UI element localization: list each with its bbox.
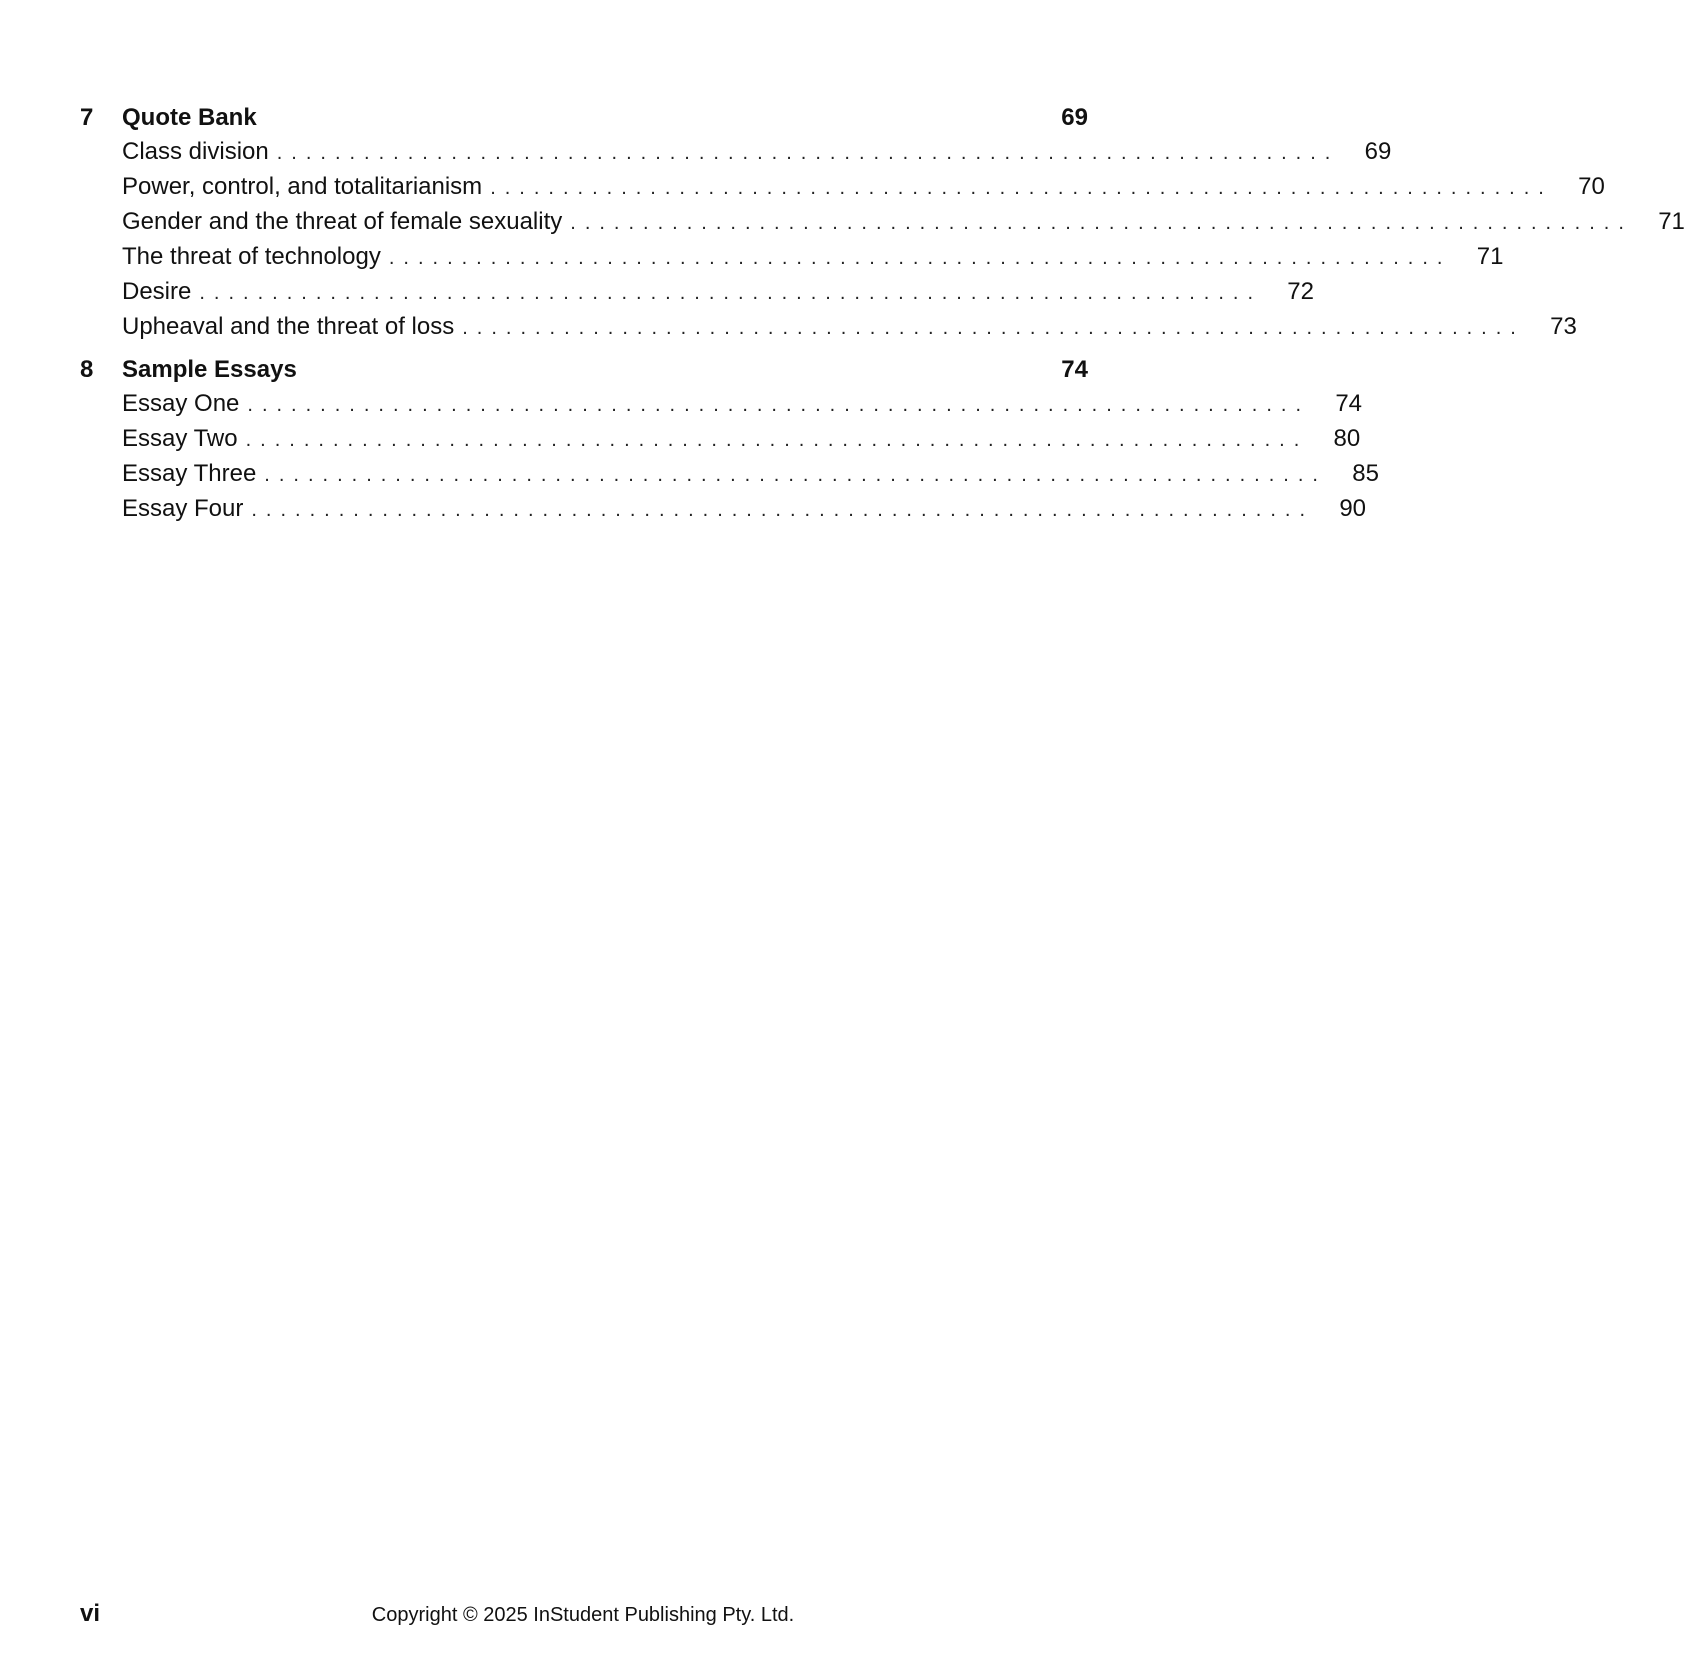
entry-page-number: 72	[1287, 278, 1314, 305]
chapter-title: Sample Essays	[122, 356, 297, 383]
chapter-page-number: 74	[1061, 356, 1088, 383]
entry-page-number: 70	[1578, 173, 1605, 200]
entry-title: Essay Three	[122, 460, 257, 487]
dot-leader: .........................................................................	[462, 317, 1525, 339]
toc-chapter	[80, 356, 1379, 530]
chapter-page-number: 69	[1061, 104, 1088, 131]
toc-entry[interactable]	[122, 425, 1361, 460]
entry-page-number: 69	[1364, 138, 1392, 165]
chapter-title: Quote Bank	[122, 104, 257, 131]
entry-page-number: 73	[1550, 313, 1577, 340]
entry-page-number: 90	[1339, 495, 1367, 522]
toc-entry[interactable]	[122, 208, 1685, 243]
entry-page-number: 85	[1352, 460, 1379, 487]
dot-leader: .........................................................................	[199, 282, 1262, 304]
chapter-heading[interactable]	[80, 356, 1088, 390]
chapter-heading[interactable]	[80, 104, 1088, 138]
toc-entry[interactable]	[122, 138, 1392, 173]
entry-title: Essay Four	[122, 495, 244, 522]
toc-entry[interactable]	[122, 495, 1367, 530]
table-of-contents	[80, 104, 1685, 538]
toc-entry[interactable]	[122, 173, 1605, 208]
dot-leader: .........................................................................	[245, 429, 1309, 451]
toc-entry[interactable]	[122, 390, 1363, 425]
toc-entry[interactable]	[122, 313, 1577, 348]
entry-title: Class division	[122, 138, 269, 165]
dot-leader: .........................................................................	[570, 212, 1633, 234]
dot-leader: .........................................................................	[388, 247, 1452, 269]
toc-chapter	[80, 104, 1685, 348]
chapter-number: 8	[80, 356, 94, 383]
toc-entry[interactable]	[122, 278, 1314, 313]
toc-entry[interactable]	[122, 460, 1379, 495]
entry-title: Gender and the threat of female sexuality	[122, 208, 563, 235]
entry-title: Desire	[122, 278, 192, 305]
entry-page-number: 71	[1658, 208, 1685, 235]
entry-title: Upheaval and the threat of loss	[122, 313, 455, 340]
chapter-number: 7	[80, 104, 94, 131]
entry-page-number: 71	[1476, 243, 1504, 270]
dot-leader: .........................................................................	[490, 177, 1553, 199]
entry-title: Essay One	[122, 390, 240, 417]
entry-title: The threat of technology	[122, 243, 381, 270]
entry-title: Power, control, and totalitarianism	[122, 173, 483, 200]
copyright-notice: Copyright © 2025 InStudent Publishing Pty. Ltd.	[371, 1604, 795, 1626]
toc-entry[interactable]	[122, 243, 1504, 278]
entry-page-number: 74	[1335, 390, 1363, 417]
dot-leader: .........................................................................	[264, 464, 1327, 486]
dot-leader: .........................................................................	[276, 142, 1340, 164]
dot-leader: .........................................................................	[247, 394, 1311, 416]
dot-leader: .........................................................................	[251, 499, 1315, 521]
footer-page-number: vi	[80, 1600, 101, 1627]
entry-page-number: 80	[1333, 425, 1361, 452]
entry-title: Essay Two	[122, 425, 238, 452]
